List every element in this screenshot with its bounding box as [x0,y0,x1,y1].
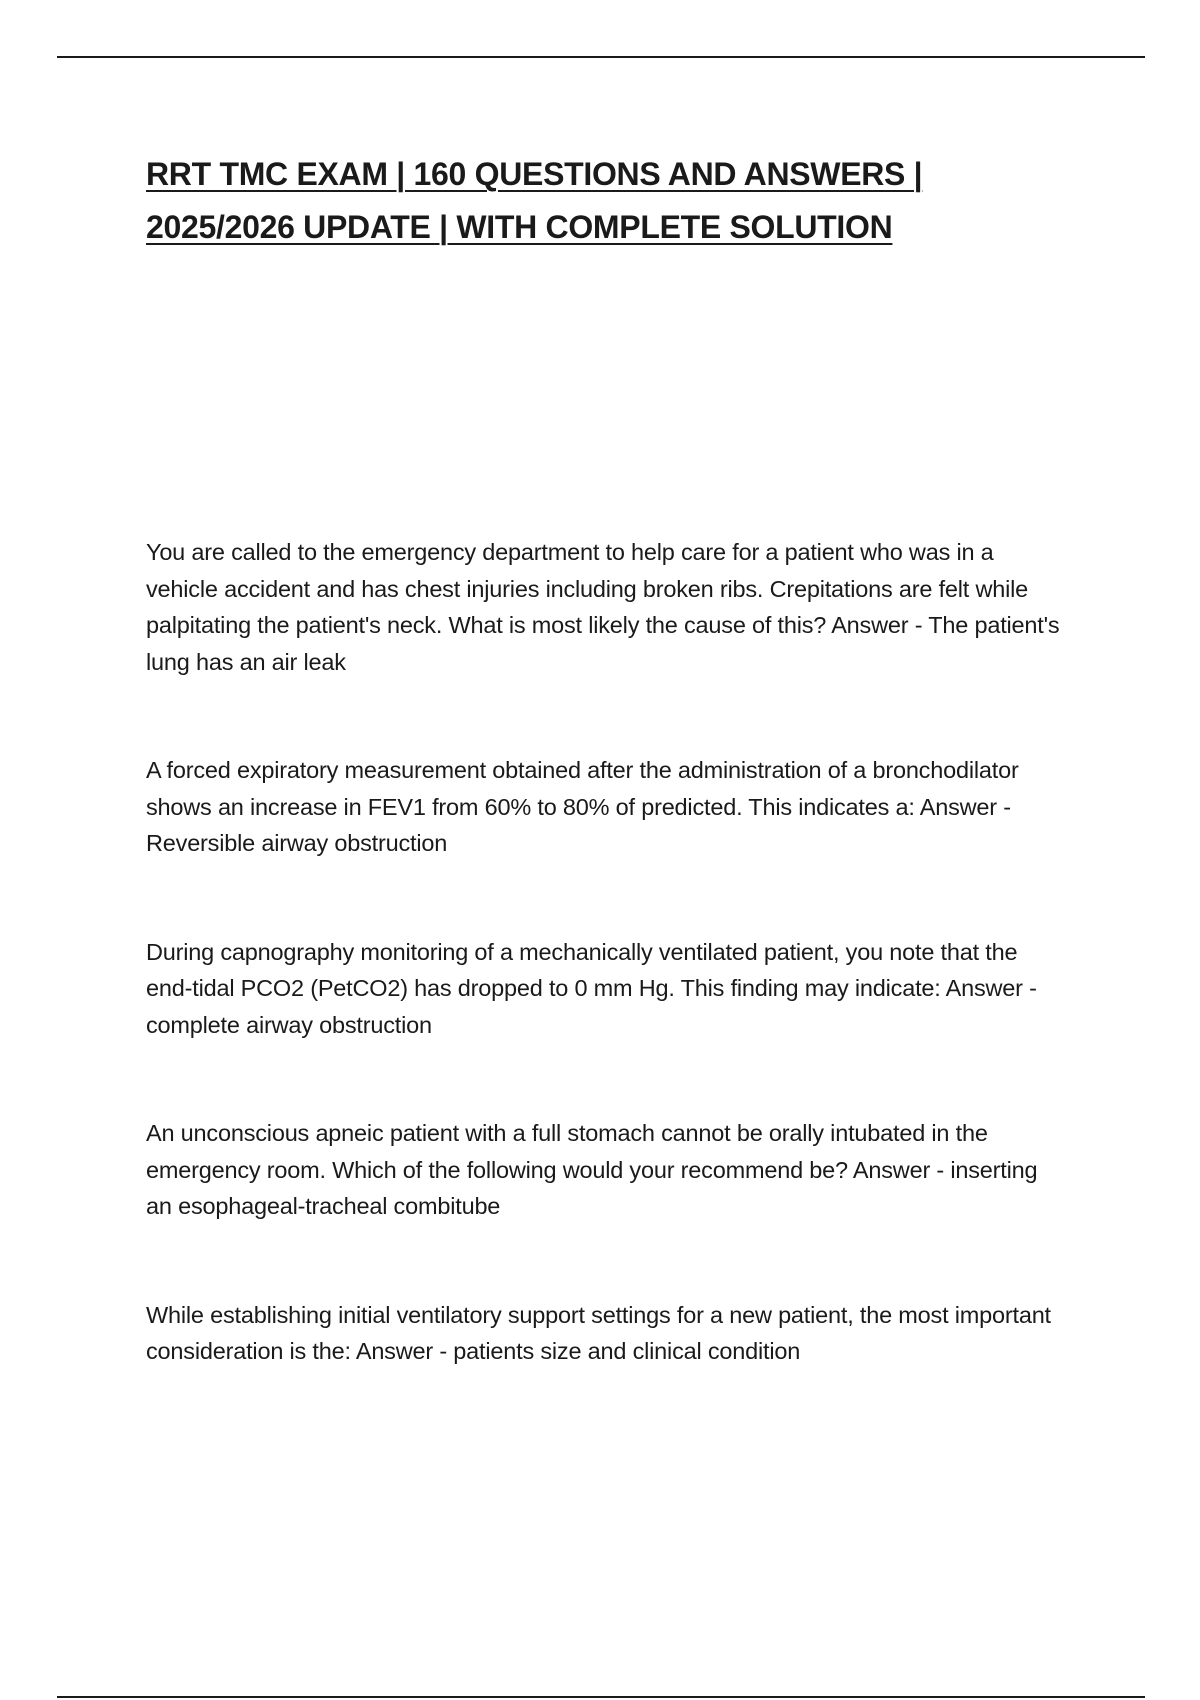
document-title: RRT TMC EXAM | 160 QUESTIONS AND ANSWERS | 2025/2026 UPDATE | WITH COMPLETE SOLUTION [146,156,923,245]
question-list [146,534,1066,1370]
question-item-4: An unconscious apneic patient with a full stomach cannot be orally intubated in the emergency room. Which of the following would your recommend be? Answer - inserting an esophageal-tracheal combitube [146,1120,1038,1219]
question-item-5: While establishing initial ventilatory support settings for a new patient, the most important consideration is the: Answer - patients size and clinical condition [146,1301,1051,1364]
top-divider [57,56,1145,58]
question-item-1: You are called to the emergency department to help care for a patient who was in a vehicle accident and has chest injuries including broken ribs. Crepitations are felt while palpitating the patient's neck. What is most likely the cause of this? Answer - The patient's lung has an air leak [146,539,1060,675]
question-item-3: During capnography monitoring of a mechanically ventilated patient, you note that the end-tidal PCO2 (PetCO2) has dropped to 0 mm Hg. This finding may indicate: Answer - complete airway obstruction [146,938,1037,1038]
question-item-2: A forced expiratory measurement obtained after the administration of a bronchodilator shows an increase in FEV1 from 60% to 80% of predicted. This indicates a: Answer - Reversible airway obstruction [146,757,1019,856]
bottom-divider [57,1696,1145,1698]
